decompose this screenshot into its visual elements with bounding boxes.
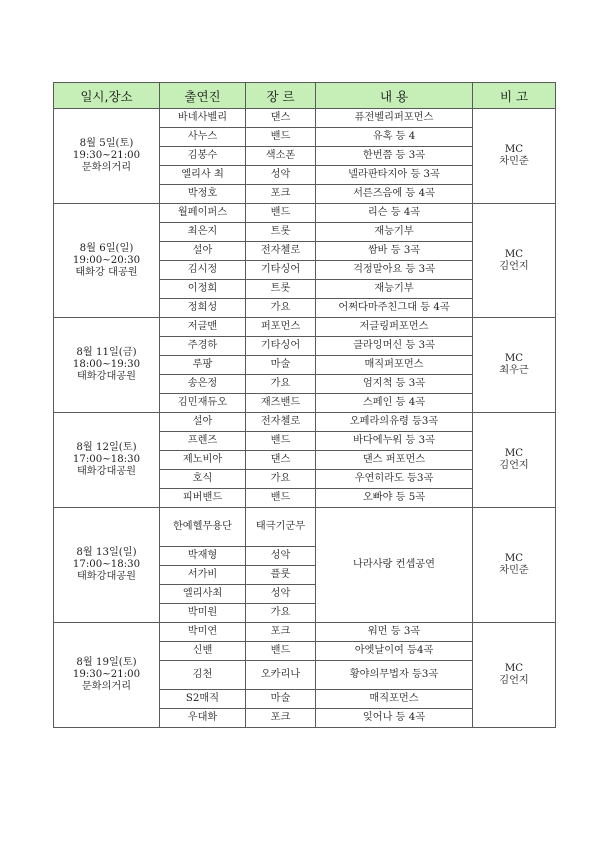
event-date: 8월 6일(일) xyxy=(79,242,134,254)
schedule-table xyxy=(53,82,556,728)
genre-cell: 성악 xyxy=(246,166,316,185)
table-row xyxy=(54,204,556,223)
content-cell: 재능기부 xyxy=(316,280,473,299)
event-date: 8월 13일(일) xyxy=(76,547,137,558)
event-time: 19:00~20:30 xyxy=(72,254,141,266)
header-datetime-place: 일시,장소 xyxy=(54,83,160,109)
note-name: 최우근 xyxy=(499,365,529,376)
genre-cell: 밴드 xyxy=(246,128,316,147)
date-place-cell xyxy=(54,623,160,728)
note-name: 김언지 xyxy=(499,675,529,686)
genre-cell: 가요 xyxy=(246,470,316,489)
genre-cell: 댄스 xyxy=(246,109,316,128)
genre-cell: 전자첼로 xyxy=(246,242,316,261)
header-performer: 출연진 xyxy=(160,83,246,109)
performer-cell: 김봉수 xyxy=(160,147,246,166)
genre-cell: 밴드 xyxy=(246,642,316,661)
content-cell: 저글링퍼포먼스 xyxy=(316,318,473,337)
note-cell xyxy=(473,109,556,204)
content-cell: 쌈바 등 3곡 xyxy=(316,242,473,261)
genre-cell: 재즈밴드 xyxy=(246,394,316,413)
genre-cell: 성악 xyxy=(246,547,316,566)
note-role: MC xyxy=(504,553,524,564)
genre-cell: 가요 xyxy=(246,299,316,318)
note-cell xyxy=(473,508,556,623)
content-cell: 매직포먼스 xyxy=(316,690,473,709)
genre-cell: 포크 xyxy=(246,709,316,728)
content-cell: 걱정말아요 등 3곡 xyxy=(316,261,473,280)
performer-cell: 한예헬무용단 xyxy=(160,508,246,547)
note-role: MC xyxy=(504,353,524,364)
genre-cell: 기타싱어 xyxy=(246,337,316,356)
genre-cell: 가요 xyxy=(246,604,316,623)
event-place: 태화강대공원 xyxy=(76,571,137,582)
content-cell: 넬라판타지아 등 3곡 xyxy=(316,166,473,185)
performer-cell: 호식 xyxy=(160,470,246,489)
note-name: 김언지 xyxy=(499,460,529,471)
date-place-cell xyxy=(54,109,160,204)
performer-cell: 엘리사최 xyxy=(160,585,246,604)
content-cell: 바다에누워 등 3곡 xyxy=(316,432,473,451)
performer-cell: 사누스 xyxy=(160,128,246,147)
event-time: 19:30~21:00 xyxy=(72,669,141,680)
note-name: 차민준 xyxy=(499,156,529,167)
header-content: 내 용 xyxy=(316,83,473,109)
performer-cell: 설아 xyxy=(160,413,246,432)
content-cell: 어쩌다마주친그대 등 4곡 xyxy=(316,299,473,318)
date-place-cell xyxy=(54,318,160,413)
performer-cell: 송은정 xyxy=(160,375,246,394)
performer-cell: 주경하 xyxy=(160,337,246,356)
content-cell: 재능기부 xyxy=(316,223,473,242)
note-role: MC xyxy=(504,248,524,260)
content-cell: 오페라의유령 등3곡 xyxy=(316,413,473,432)
date-place-cell xyxy=(54,413,160,508)
event-time: 19:30~21:00 xyxy=(72,150,141,161)
note-role: MC xyxy=(504,144,524,155)
performer-cell: 저글맨 xyxy=(160,318,246,337)
note-cell xyxy=(473,413,556,508)
content-cell: 퓨전벨리퍼포먼스 xyxy=(316,109,473,128)
note-cell xyxy=(473,204,556,318)
performer-cell: 월페이퍼스 xyxy=(160,204,246,223)
genre-cell: 가요 xyxy=(246,375,316,394)
performer-cell: 최은지 xyxy=(160,223,246,242)
performer-cell: 엘리사 최 xyxy=(160,166,246,185)
event-time: 17:00~18:30 xyxy=(72,454,141,465)
genre-cell: 플룻 xyxy=(246,566,316,585)
event-place: 문화의거리 xyxy=(81,681,132,692)
genre-cell: 밴드 xyxy=(246,432,316,451)
performer-cell: 루팡 xyxy=(160,356,246,375)
content-cell: 엄지척 등 3곡 xyxy=(316,375,473,394)
genre-cell: 오카리나 xyxy=(246,661,316,690)
genre-cell: 전자첼로 xyxy=(246,413,316,432)
content-cell: 우연히라도 등3곡 xyxy=(316,470,473,489)
event-place: 태화강대공원 xyxy=(76,371,137,382)
note-name: 차민준 xyxy=(499,565,529,576)
performer-cell: 박정호 xyxy=(160,185,246,204)
table-row xyxy=(54,109,556,128)
genre-cell: 포크 xyxy=(246,623,316,642)
genre-cell: 마술 xyxy=(246,356,316,375)
performer-cell: 피버밴드 xyxy=(160,489,246,508)
note-role: MC xyxy=(504,448,524,459)
genre-cell: 트롯 xyxy=(246,280,316,299)
genre-cell: 댄스 xyxy=(246,451,316,470)
performer-cell: 프렌즈 xyxy=(160,432,246,451)
note-name: 김언지 xyxy=(499,260,529,272)
note-cell xyxy=(473,318,556,413)
genre-cell: 퍼포먼스 xyxy=(246,318,316,337)
genre-cell: 포크 xyxy=(246,185,316,204)
performer-cell: 제노비아 xyxy=(160,451,246,470)
performer-cell: 김시정 xyxy=(160,261,246,280)
content-cell: 댄스 퍼포먼스 xyxy=(316,451,473,470)
content-cell: 황야의무법자 등3곡 xyxy=(316,661,473,690)
table-row xyxy=(54,413,556,432)
performer-cell: 신밴 xyxy=(160,642,246,661)
table-row xyxy=(54,623,556,642)
event-place: 태화강 대공원 xyxy=(75,266,138,278)
table-row xyxy=(54,318,556,337)
note-cell xyxy=(473,623,556,728)
content-cell: 리슨 등 4곡 xyxy=(316,204,473,223)
event-time: 18:00~19:30 xyxy=(72,359,141,370)
date-place-cell xyxy=(54,204,160,318)
genre-cell: 마술 xyxy=(246,690,316,709)
performer-cell: 이정희 xyxy=(160,280,246,299)
event-time: 17:00~18:30 xyxy=(72,559,141,570)
content-cell: 잊어나 등 4곡 xyxy=(316,709,473,728)
content-cell: 오빠야 등 5곡 xyxy=(316,489,473,508)
performer-cell: 박재형 xyxy=(160,547,246,566)
header-note: 비 고 xyxy=(473,83,556,109)
performer-cell: S2매직 xyxy=(160,690,246,709)
performer-cell: 서가비 xyxy=(160,566,246,585)
event-date: 8월 19일(토) xyxy=(76,657,137,668)
event-date: 8월 12일(토) xyxy=(76,442,137,453)
genre-cell: 성악 xyxy=(246,585,316,604)
note-role: MC xyxy=(504,663,524,674)
content-cell: 한번쯤 등 3곡 xyxy=(316,147,473,166)
content-cell: 워먼 등 3곡 xyxy=(316,623,473,642)
performer-cell: 정희성 xyxy=(160,299,246,318)
genre-cell: 기타싱어 xyxy=(246,261,316,280)
content-cell: 아엣날이여 등4곡 xyxy=(316,642,473,661)
performer-cell: 우대화 xyxy=(160,709,246,728)
performer-cell: 박미연 xyxy=(160,623,246,642)
event-place: 태화강대공원 xyxy=(76,466,137,477)
content-cell: 클라잉머신 등 3곡 xyxy=(316,337,473,356)
performer-cell: 설아 xyxy=(160,242,246,261)
genre-cell: 밴드 xyxy=(246,204,316,223)
performer-cell: 김천 xyxy=(160,661,246,690)
content-cell: 스페인 등 4곡 xyxy=(316,394,473,413)
content-cell: 서른즈음에 등 4곡 xyxy=(316,185,473,204)
header-genre: 장 르 xyxy=(246,83,316,109)
event-place: 문화의거리 xyxy=(81,162,132,173)
content-cell: 매직퍼포먼스 xyxy=(316,356,473,375)
merged-content-cell: 나라사랑 컨셉공연 xyxy=(316,508,473,623)
table-row xyxy=(54,508,556,547)
genre-cell: 색소폰 xyxy=(246,147,316,166)
date-place-cell xyxy=(54,508,160,623)
genre-cell: 태극기군무 xyxy=(246,508,316,547)
content-cell: 유혹 등 4 xyxy=(316,128,473,147)
performer-cell: 바네사벨리 xyxy=(160,109,246,128)
performer-cell: 박미원 xyxy=(160,604,246,623)
event-date: 8월 5일(토) xyxy=(79,138,134,149)
genre-cell: 트롯 xyxy=(246,223,316,242)
header-row xyxy=(54,83,556,109)
performer-cell: 김민재듀오 xyxy=(160,394,246,413)
genre-cell: 밴드 xyxy=(246,489,316,508)
event-date: 8월 11일(금) xyxy=(76,347,137,358)
